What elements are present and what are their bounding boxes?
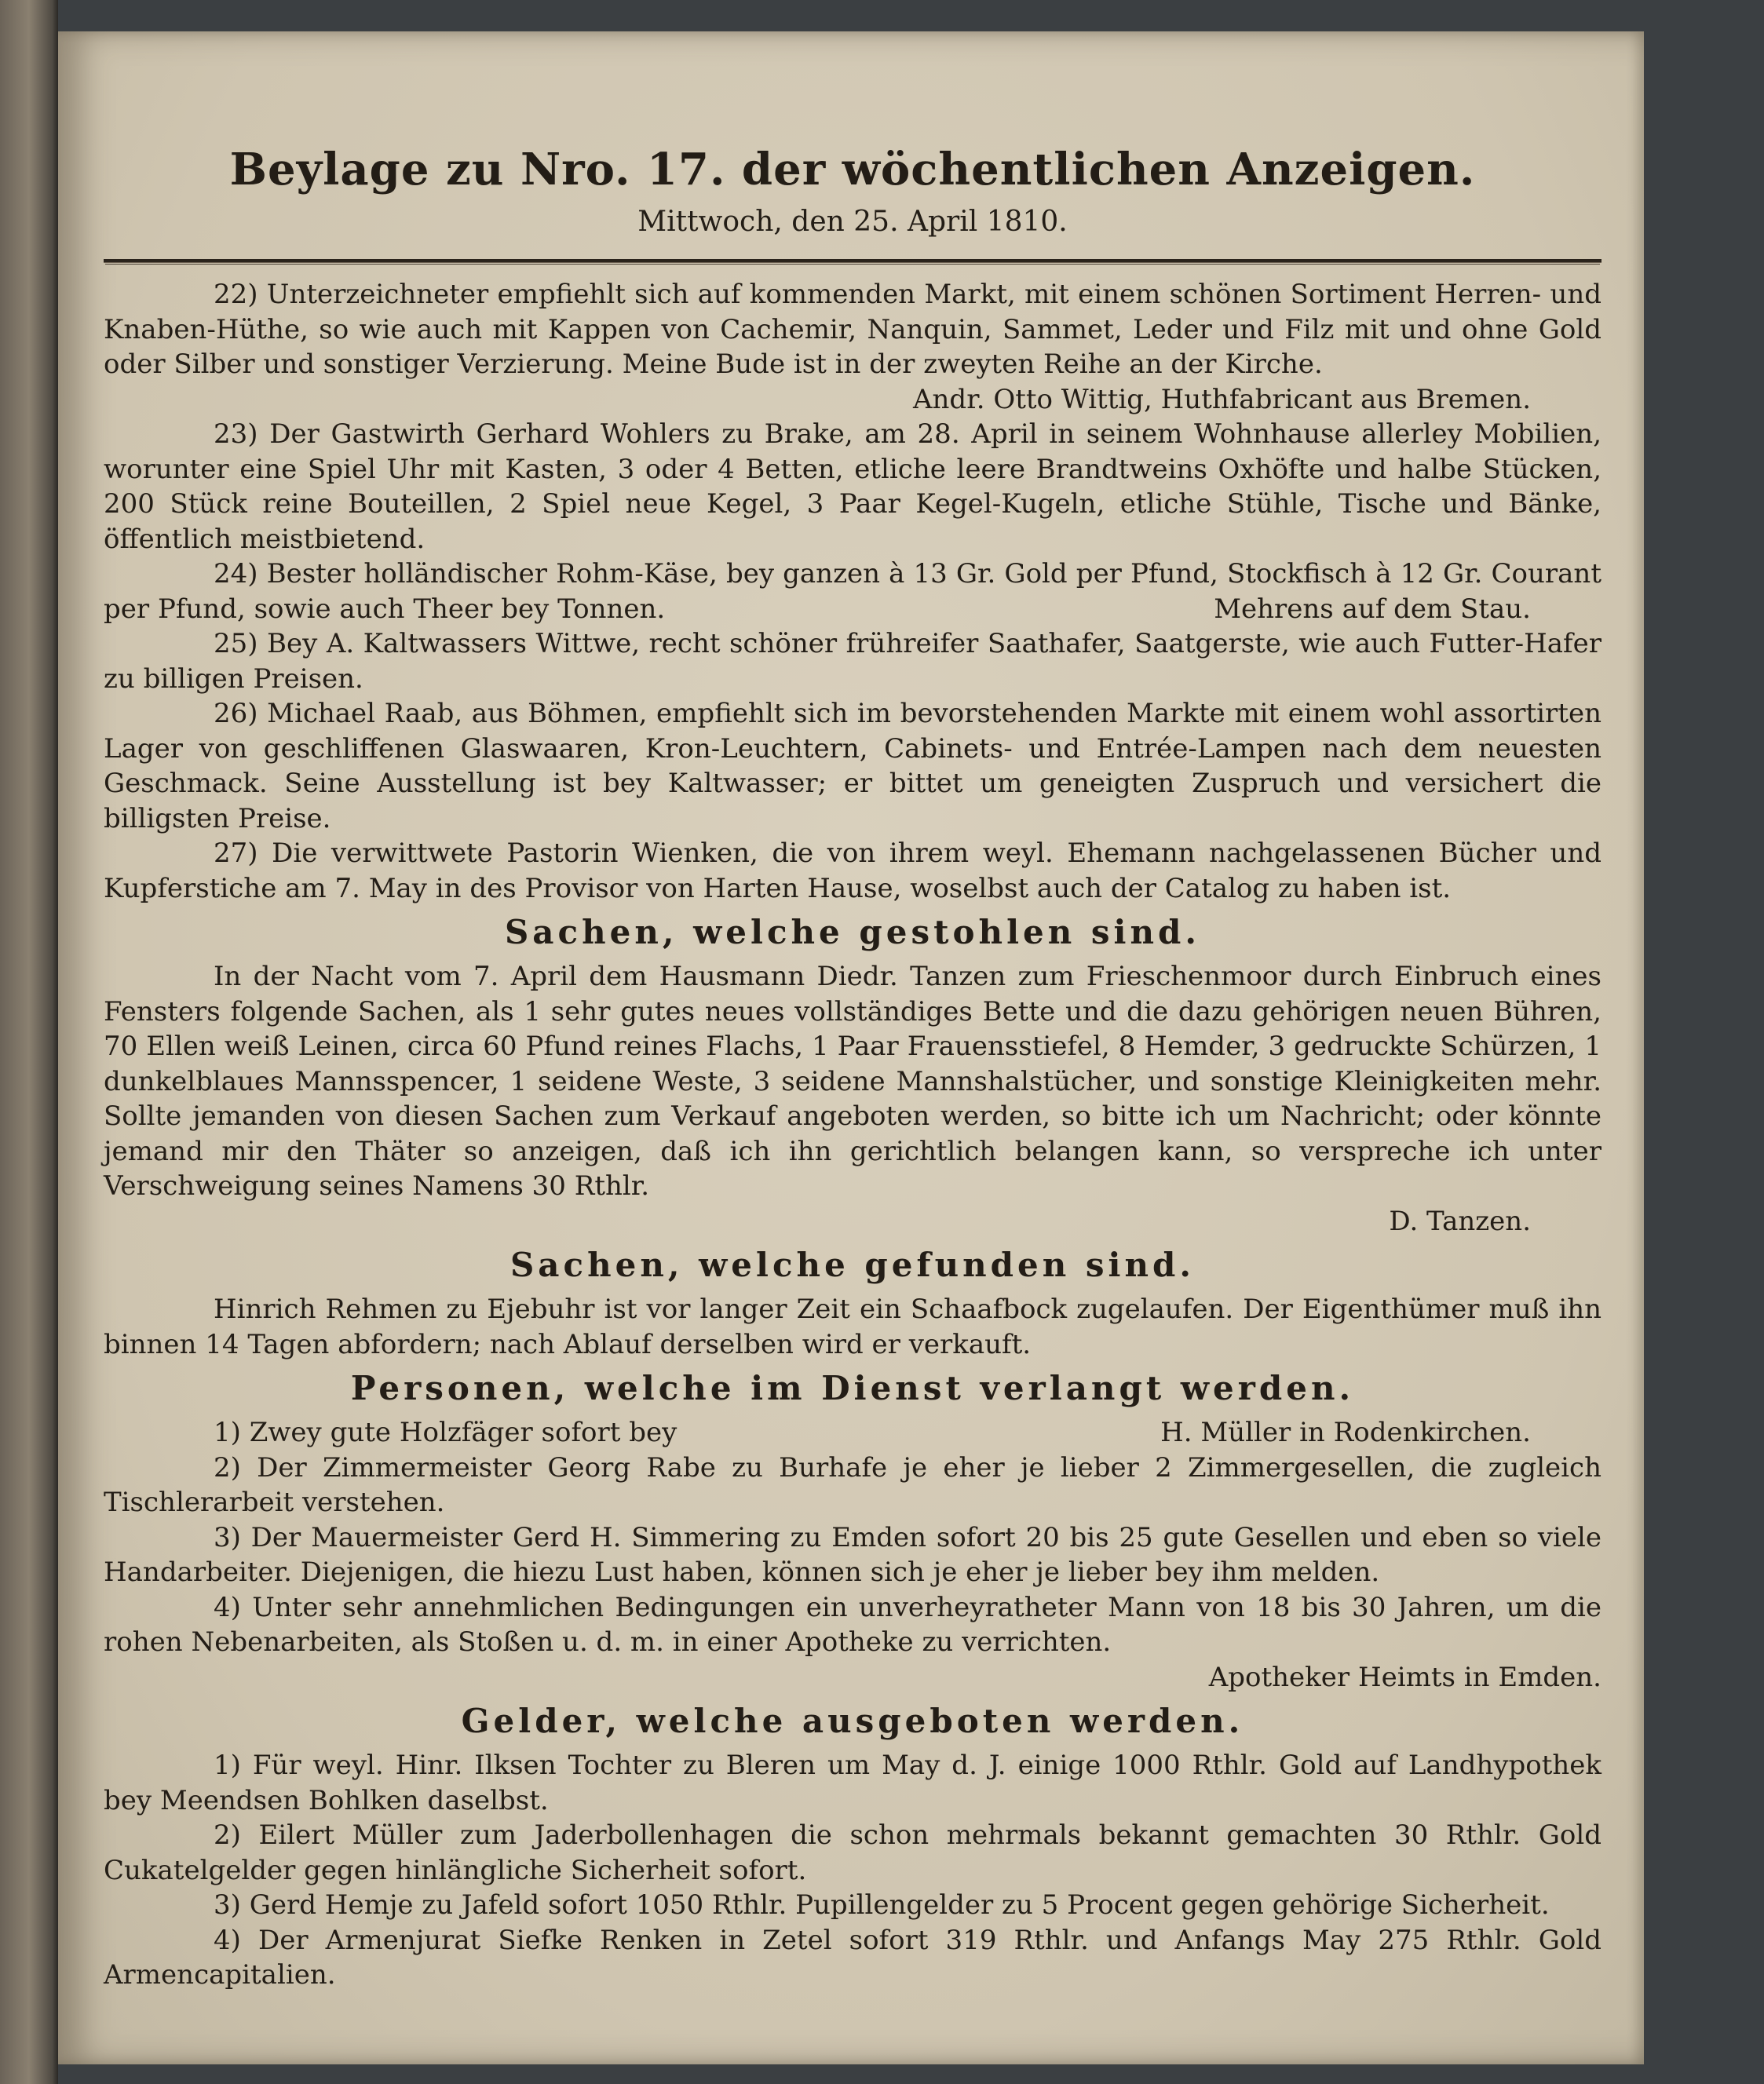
service-1 (104, 1415, 1601, 1451)
left-page-edge (0, 0, 58, 2084)
service-1-text: 1) Zwey gute Holzfäger sofort bey (214, 1417, 677, 1448)
money-2: 2) Eilert Müller zum Jaderbollenhagen die schon mehrmals bekannt gemachten 30 Rthlr. Gold Cukatelgelder gegen hinlängliche Sicherheit sofort. (104, 1819, 1601, 1886)
money-4: 4) Der Armenjurat Siefke Renken in Zetel sofort 319 Rthlr. und Anfangs May 275 Rthlr. Gold Armencapitalien. (104, 1924, 1601, 1991)
advert-23: 23) Der Gastwirth Gerhard Wohlers zu Brake, am 28. April in seinem Wohnhause allerley Mobilien, worunter eine Spiel Uhr mit Kasten, 3 oder 4 Betten, etliche leere Brandtweins Oxhöfte und halbe Stücken, 200 Stück reine Bouteillen, 2 Spiel neue Kegel, 3 Paar Kegel-Kugeln, etliche Stühle, Tische und Bänke, öffentlich meistbietend. (104, 418, 1601, 555)
header-rule (104, 259, 1601, 263)
dateline: Mittwoch, den 25. April 1810. (637, 206, 1068, 238)
found-text: Hinrich Rehmen zu Ejebuhr ist vor langer Zeit ein Schaafbock zugelaufen. Der Eigenthümer muß ihn binnen 14 Tagen abfordern; nach Ablauf derselben wird er verkauft. (104, 1294, 1601, 1360)
advert-24-text: 24) Bester holländischer Rohm-Käse, bey ganzen à 13 Gr. Gold per Pfund, Stockfisch à 12 Gr. Courant per Pfund, sowie auch Theer bey Tonnen. (104, 558, 1601, 625)
advert-25: 25) Bey A. Kaltwassers Wittwe, recht schöner frühreifer Saathafer, Saatgerste, wie auch Futter-Hafer zu billigen Preisen. (104, 628, 1601, 695)
advert-26: 26) Michael Raab, aus Böhmen, empfiehlt sich im bevorstehenden Markte mit einem wohl assortirten Lager von geschliffenen Glaswaaren, Kron-Leuchtern, Cabinets- und Entrée-Lampen nach dem neuesten Geschmack. Seine Ausstellung ist bey Kaltwasser; er bittet um geneigten Zuspruch und versichert die billigsten Preise. (104, 698, 1601, 834)
newspaper-page (58, 31, 1644, 2064)
body-text (104, 277, 1601, 1993)
service-4-text: 4) Unter sehr annehmlichen Bedingungen ein unverheyratheter Mann von 18 bis 30 Jahren, um die rohen Nebenarbeiten, als Stoßen u. d. m. in einer Apotheke zu verrichten. (104, 1591, 1601, 1658)
heading-service: Personen, welche im Dienst verlangt werden. (350, 1369, 1355, 1407)
advert-22: 22) Unterzeichneter empfiehlt sich auf kommenden Markt, mit einem schönen Sortiment Herren- und Knaben-Hüthe, so wie auch mit Kappen von Cachemir, Nanquin, Sammet, Leder und Filz mit und ohne Gold oder Silber und sonstiger Verzierung. Meine Bude ist in der zweyten Reihe an der Kirche. (104, 279, 1601, 380)
heading-money: Gelder, welche ausgeboten werden. (461, 1702, 1244, 1740)
advert-27: 27) Die verwittwete Pastorin Wienken, die von ihrem weyl. Ehemann nachgelassenen Bücher und Kupferstiche am 7. May in des Provisor von Harten Hause, woselbst auch der Catalog zu haben ist. (104, 838, 1601, 904)
money-1: 1) Für weyl. Hinr. Ilksen Tochter zu Bleren um May d. J. einige 1000 Rthlr. Gold auf Landhypothek bey Meendsen Bohlken daselbst. (104, 1750, 1601, 1816)
page-title: Beylage zu Nro. 17. der wöchentlichen Anzeigen. (229, 144, 1476, 195)
service-2: 2) Der Zimmermeister Georg Rabe zu Burhafe je eher je lieber 2 Zimmergesellen, die zugleich Tischlerarbeit verstehen. (104, 1451, 1601, 1518)
money-3: 3) Gerd Hemje zu Jafeld sofort 1050 Rthlr. Pupillengelder zu 5 Procent gegen gehörige Sicherheit. (214, 1889, 1550, 1921)
page-content (104, 141, 1601, 1993)
advert-24-signature: Mehrens auf dem Stau. (1214, 593, 1531, 625)
heading-found: Sachen, welche gefunden sind. (509, 1246, 1196, 1284)
service-4-signature: Apotheker Heimts in Emden. (1208, 1661, 1601, 1693)
service-3: 3) Der Mauermeister Gerd H. Simmering zu Emden sofort 20 bis 25 gute Gesellen und eben so viele Handarbeiter. Diejenigen, die hiezu Lust haben, können sich je eher je lieber bey ihm melden. (104, 1521, 1601, 1588)
advert-22-signature: Andr. Otto Wittig, Huthfabricant aus Bremen. (912, 383, 1531, 415)
heading-stolen: Sachen, welche gestohlen sind. (504, 913, 1201, 951)
stolen-signature: D. Tanzen. (1389, 1205, 1531, 1237)
service-4 (104, 1590, 1601, 1693)
stolen-text: In der Nacht vom 7. April dem Hausmann Diedr. Tanzen zum Frieschenmoor durch Einbruch eines Fensters folgende Sachen, als 1 sehr gutes neues vollständiges Bette und die dazu gehörigen neuen Bühren, 70 Ellen weiß Leinen, circa 60 Pfund reines Flachs, 1 Paar Frauensstiefel, 8 Hemder, 3 gedruckte Schürzen, 1 dunkelblaues Mannsspencer, 1 seidene Weste, 3 seidene Mannshalstücher, und sonstige Kleinigkeiten mehr. Sollte jemanden von diesen Sachen zum Verkauf angeboten werden, so bitte ich um Nachricht; oder könnte jemand mir den Thäter so anzeigen, daß ich ihn gerichtlich belangen kann, so verspreche ich unter Verschweigung seines Namens 30 Rthlr. (104, 961, 1601, 1202)
service-1-signature: H. Müller in Rodenkirchen. (1160, 1417, 1531, 1448)
advert-24 (104, 557, 1601, 626)
